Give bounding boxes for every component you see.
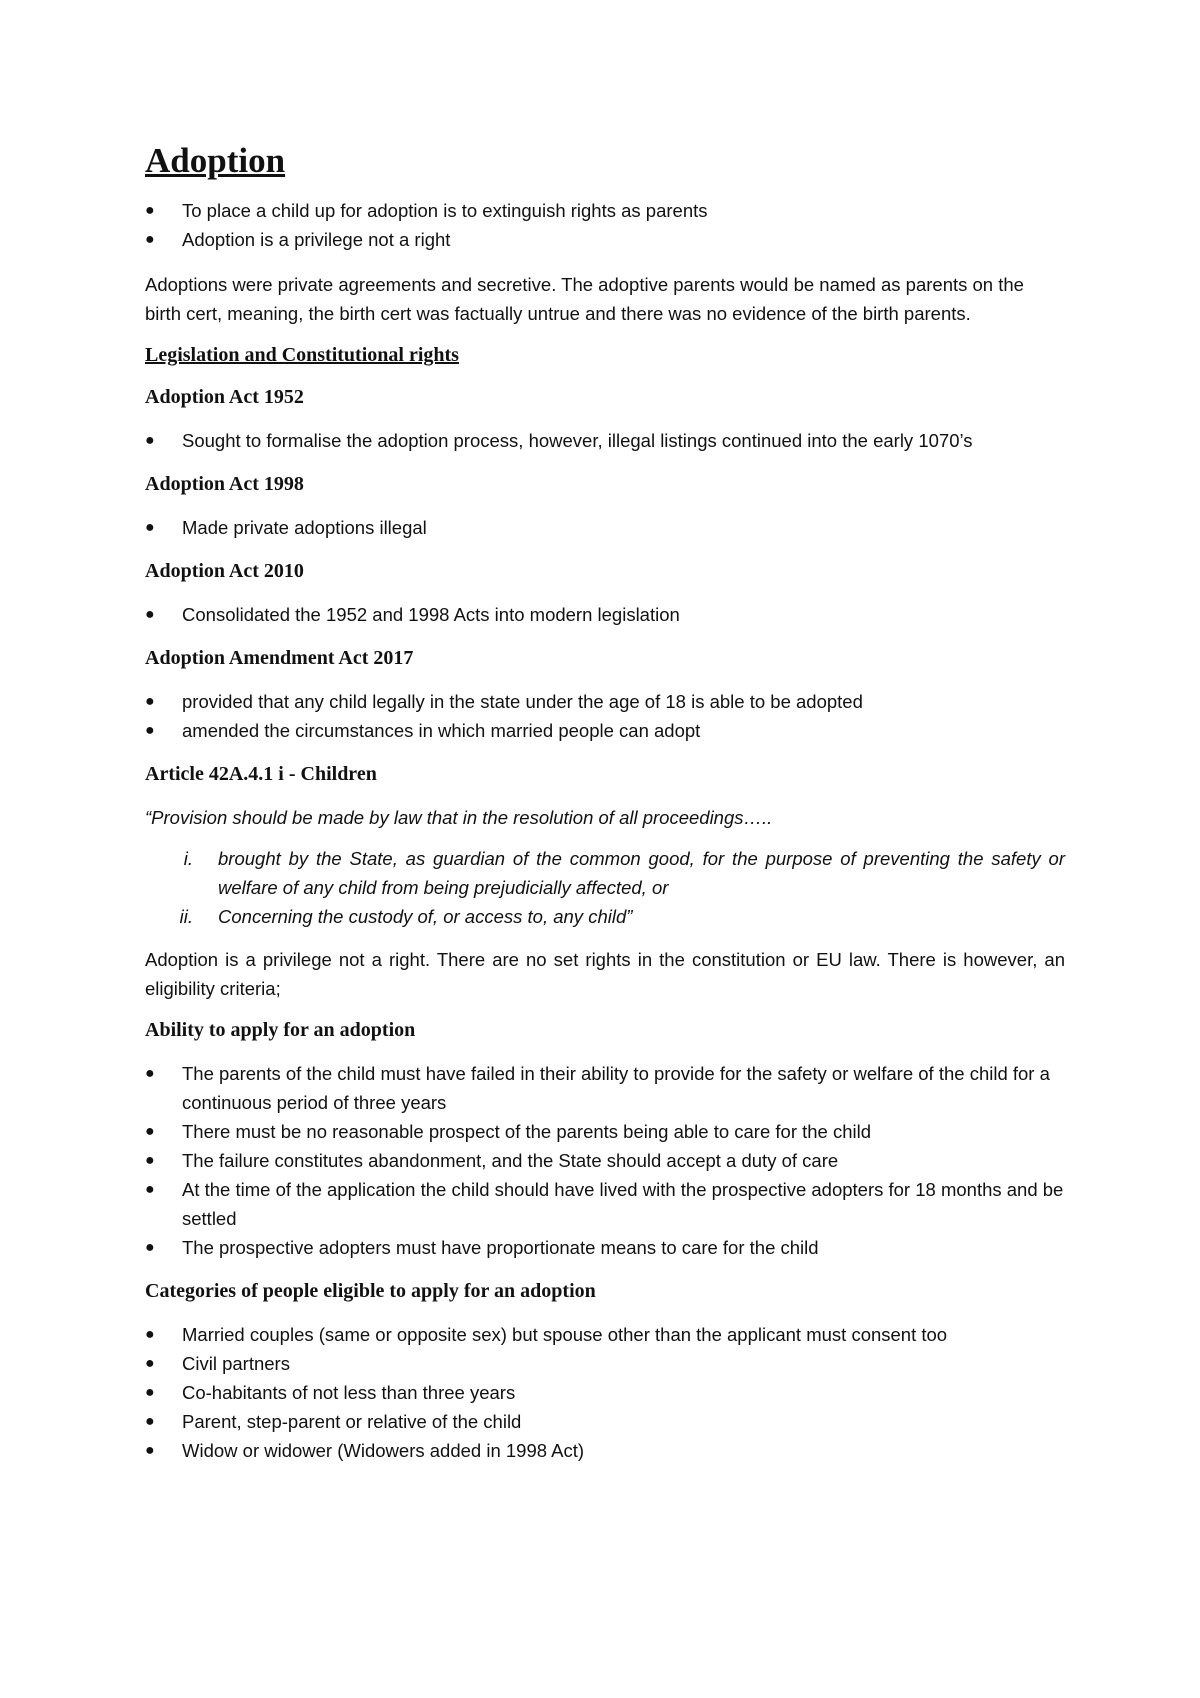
list-item: i. brought by the State, as guardian of the common good, for the purpose of preventing the safety or welfare of any child from being prejudicially affected, or [183, 848, 1065, 898]
list-item: ● The parents of the child must have failed in their ability to provide for the safety or welfare of the child for a continuous period of three years [145, 1059, 1065, 1117]
ability-heading: Ability to apply for an adoption [145, 1019, 416, 1041]
bullet-icon: ● [145, 1181, 155, 1198]
bullet-icon: ● [145, 1442, 155, 1459]
bullet-icon: ● [145, 693, 155, 710]
act-heading-2010: Adoption Act 2010 [145, 560, 304, 582]
list-item: ● provided that any child legally in the state under the age of 18 is able to be adopted [145, 687, 1065, 716]
act-2017-bullets [145, 687, 1065, 745]
article-heading: Article 42A.4.1 i - Children [145, 763, 377, 785]
bullet-icon: ● [145, 606, 155, 623]
page-title: Adoption [145, 141, 286, 180]
act-heading-1952: Adoption Act 1952 [145, 386, 304, 408]
list-item: ii. Concerning the custody of, or access to, any child” [179, 906, 633, 927]
bullet-icon: ● [145, 1065, 155, 1082]
list-item: ● Made private adoptions illegal [145, 513, 1065, 542]
bullet-icon: ● [145, 722, 155, 739]
list-item: ● Widow or widower (Widowers added in 1998 Act) [145, 1436, 1065, 1465]
section-heading-legislation: Legislation and Constitutional rights [145, 344, 459, 366]
bullet-icon: ● [145, 1326, 155, 1343]
list-item: ● Consolidated the 1952 and 1998 Acts into modern legislation [145, 600, 1065, 629]
list-item: ● Parent, step-parent or relative of the child [145, 1407, 1065, 1436]
act-1998-bullets [145, 513, 1065, 542]
bullet-icon: ● [145, 231, 155, 248]
article-roman-list [145, 844, 1065, 931]
bullet-icon: ● [145, 202, 155, 219]
list-item: ● Married couples (same or opposite sex) but spouse other than the applicant must consent too [145, 1320, 1065, 1349]
list-item: ● Co-habitants of not less than three years [145, 1378, 1065, 1407]
list-item: ● Adoption is a privilege not a right [145, 225, 1065, 254]
list-item: ● The failure constitutes abandonment, and the State should accept a duty of care [145, 1146, 1065, 1175]
list-item: ● There must be no reasonable prospect of the parents being able to care for the child [145, 1117, 1065, 1146]
list-item: ● At the time of the application the child should have lived with the prospective adopters for 18 months and be settled [145, 1175, 1065, 1233]
privilege-paragraph: Adoption is a privilege not a right. There are no set rights in the constitution or EU law. There is however, an eligibility criteria; [145, 949, 1065, 999]
document-page [145, 140, 1065, 1481]
categories-bullet-list [145, 1320, 1065, 1465]
list-item: ● amended the circumstances in which married people can adopt [145, 716, 1065, 745]
act-heading-2017: Adoption Amendment Act 2017 [145, 647, 414, 669]
list-item: ● Sought to formalise the adoption process, however, illegal listings continued into the early 1070’s [145, 426, 1065, 455]
article-quote-intro: “Provision should be made by law that in the resolution of all proceedings….. [145, 807, 773, 828]
bullet-icon: ● [145, 1355, 155, 1372]
act-heading-1998: Adoption Act 1998 [145, 473, 304, 495]
bullet-icon: ● [145, 1123, 155, 1140]
bullet-icon: ● [145, 1239, 155, 1256]
list-item: ● The prospective adopters must have proportionate means to care for the child [145, 1233, 1065, 1262]
bullet-icon: ● [145, 1152, 155, 1169]
bullet-icon: ● [145, 1413, 155, 1430]
intro-paragraph: Adoptions were private agreements and secretive. The adoptive parents would be named as parents on the birth cert, meaning, the birth cert was factually untrue and there was no evidence of the birth parents. [145, 274, 1024, 324]
categories-heading: Categories of people eligible to apply for an adoption [145, 1280, 596, 1302]
bullet-icon: ● [145, 1384, 155, 1401]
list-item: ● To place a child up for adoption is to extinguish rights as parents [145, 196, 1065, 225]
act-1952-bullets [145, 426, 1065, 455]
act-2010-bullets [145, 600, 1065, 629]
bullet-icon: ● [145, 519, 155, 536]
list-item: ● Civil partners [145, 1349, 1065, 1378]
intro-bullet-list [145, 196, 1065, 254]
ability-bullet-list [145, 1059, 1065, 1262]
bullet-icon: ● [145, 432, 155, 449]
